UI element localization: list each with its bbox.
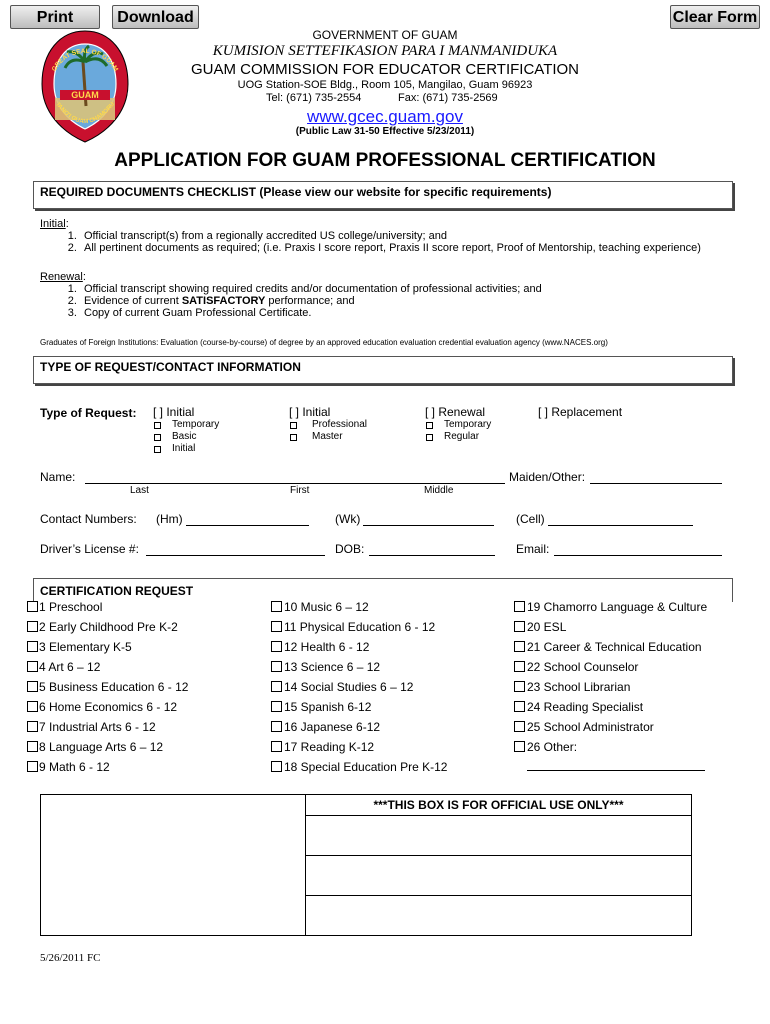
- first-caption: First: [290, 485, 310, 496]
- request-replacement[interactable]: [ ] Replacement: [538, 405, 623, 419]
- certification-heading: CERTIFICATION REQUEST: [33, 578, 733, 602]
- certification-checkbox[interactable]: [27, 641, 38, 652]
- official-use-heading: ***THIS BOX IS FOR OFFICIAL USE ONLY***: [373, 798, 624, 812]
- other-specify-input[interactable]: [527, 770, 705, 771]
- sub-master: Master: [312, 431, 343, 442]
- home-phone-input[interactable]: [186, 525, 309, 526]
- certification-item-label: 18 Special Education Pre K-12: [284, 760, 448, 774]
- certification-item-label: 13 Science 6 – 12: [284, 660, 381, 674]
- official-box-divider: [305, 795, 306, 935]
- certification-item-label: 1 Preschool: [39, 600, 103, 614]
- guam-seal-logo: [38, 28, 132, 146]
- kumision-heading: KUMISION SETTEFIKASION PARA I MANMANIDUKA: [212, 43, 558, 59]
- work-phone-input[interactable]: [363, 525, 494, 526]
- certification-checkbox[interactable]: [514, 721, 525, 732]
- certification-item-label: 26 Other:: [527, 740, 578, 754]
- request-initial-1[interactable]: [ ] Initial: [153, 405, 195, 419]
- certification-item-label: 25 School Administrator: [527, 720, 654, 734]
- certification-item-label: 8 Language Arts 6 – 12: [39, 740, 164, 754]
- certification-checkbox[interactable]: [27, 601, 38, 612]
- certification-checkbox[interactable]: [514, 701, 525, 712]
- certification-checkbox[interactable]: [271, 701, 282, 712]
- sub-temporary-2: Temporary: [444, 419, 492, 430]
- foreign-graduates-note: Graduates of Foreign Institutions: Evaluation (course-by-course) of degree by an approved education evaluation credential evaluation agency (www.NACES.org): [40, 338, 608, 347]
- name-input[interactable]: [85, 483, 505, 484]
- sub-temporary-1: Temporary: [172, 419, 220, 430]
- certification-checkbox[interactable]: [271, 721, 282, 732]
- certification-item-label: 22 School Counselor: [527, 660, 639, 674]
- certification-checkbox[interactable]: [514, 681, 525, 692]
- request-heading: TYPE OF REQUEST/CONTACT INFORMATION: [33, 356, 733, 384]
- form-revision-date: 5/26/2011 FC: [40, 952, 101, 964]
- checklist-initial: Initial: 1. Official transcript(s) from a regionally accredited US college/university; and 2. All pertinent documents as required; (i.e. Praxis I score report, Praxis II score report, Proof of Mentorship, teaching experience): [40, 218, 740, 254]
- certification-item-label: 19 Chamorro Language & Culture: [527, 600, 708, 614]
- certification-checkbox[interactable]: [514, 741, 525, 752]
- certification-checkbox[interactable]: [271, 641, 282, 652]
- maiden-input[interactable]: [590, 483, 722, 484]
- initial-label: Initial: [40, 218, 66, 230]
- download-button[interactable]: Download: [112, 5, 199, 29]
- renewal-item-2: 2. Evidence of current SATISFACTORY performance; and: [80, 295, 740, 307]
- certification-item-label: 12 Health 6 - 12: [284, 640, 370, 654]
- certification-checkbox[interactable]: [271, 761, 282, 772]
- certification-checkbox[interactable]: [271, 681, 282, 692]
- certification-item-label: 15 Spanish 6-12: [284, 700, 372, 714]
- certification-item-label: 6 Home Economics 6 - 12: [39, 700, 178, 714]
- sub-initial: Initial: [172, 443, 196, 454]
- certification-item-label: 10 Music 6 – 12: [284, 600, 369, 614]
- sub-checkbox[interactable]: [154, 446, 161, 453]
- seal-ring-top-text: GREAT SEAL OF GUAM: [50, 47, 120, 73]
- certification-checkbox[interactable]: [27, 661, 38, 672]
- certification-item-label: 16 Japanese 6-12: [284, 720, 381, 734]
- certification-checkbox[interactable]: [27, 721, 38, 732]
- certification-item-label: 5 Business Education 6 - 12: [39, 680, 189, 694]
- request-initial-2[interactable]: [ ] Initial: [289, 405, 331, 419]
- home-label: (Hm): [156, 512, 183, 526]
- certification-checkbox[interactable]: [514, 661, 525, 672]
- initial-item-1: 1. Official transcript(s) from a regionally accredited US college/university; and: [80, 230, 740, 242]
- type-of-request-label: Type of Request:: [40, 406, 137, 420]
- drivers-license-label: Driver’s License #:: [40, 542, 139, 556]
- certification-checkbox[interactable]: [514, 621, 525, 632]
- commission-heading: GUAM COMMISSION FOR EDUCATOR CERTIFICATION: [190, 61, 580, 78]
- cell-label: (Cell): [516, 512, 545, 526]
- certification-checkbox[interactable]: [27, 761, 38, 772]
- drivers-license-input[interactable]: [146, 555, 325, 556]
- certification-checkbox[interactable]: [271, 741, 282, 752]
- middle-caption: Middle: [424, 485, 454, 496]
- name-label: Name:: [40, 470, 76, 484]
- sub-regular: Regular: [444, 431, 480, 442]
- renewal-item-3: 3. Copy of current Guam Professional Certificate.: [80, 307, 740, 319]
- certification-item-label: 21 Career & Technical Education: [527, 640, 702, 654]
- tel-line: Tel: (671) 735-2554: [266, 92, 362, 104]
- clear-form-button[interactable]: Clear Form: [670, 5, 760, 29]
- fax-line: Fax: (671) 735-2569: [398, 92, 498, 104]
- certification-checkbox[interactable]: [27, 621, 38, 632]
- sub-checkbox[interactable]: [154, 434, 161, 441]
- maiden-label: Maiden/Other:: [509, 470, 586, 484]
- certification-item-label: 24 Reading Specialist: [527, 700, 644, 714]
- gov-heading: GOVERNMENT OF GUAM: [312, 28, 458, 42]
- official-use-box: [40, 794, 692, 936]
- certification-checkbox[interactable]: [514, 601, 525, 612]
- website-link[interactable]: www.gcec.guam.gov: [307, 107, 463, 126]
- address-line: UOG Station-SOE Bldg., Room 105, Mangilao, Guam 96923: [237, 79, 533, 91]
- certification-item-label: 23 School Librarian: [527, 680, 631, 694]
- email-input[interactable]: [554, 555, 722, 556]
- official-row-line: [305, 895, 692, 896]
- certification-item-label: 2 Early Childhood Pre K-2: [39, 620, 178, 634]
- certification-item-label: 3 Elementary K-5: [39, 640, 132, 654]
- cell-phone-input[interactable]: [548, 525, 693, 526]
- certification-item-label: 20 ESL: [527, 620, 567, 634]
- sub-checkbox[interactable]: [426, 422, 433, 429]
- certification-item-label: 9 Math 6 - 12: [39, 760, 110, 774]
- dob-label: DOB:: [335, 542, 365, 556]
- sub-checkbox[interactable]: [290, 422, 297, 429]
- email-label: Email:: [516, 542, 550, 556]
- print-button[interactable]: Print: [10, 5, 100, 29]
- certification-item-label: 7 Industrial Arts 6 - 12: [39, 720, 156, 734]
- checklist-heading: REQUIRED DOCUMENTS CHECKLIST (Please view our website for specific requirements): [33, 181, 733, 209]
- certification-checkbox[interactable]: [27, 701, 38, 712]
- certification-checkbox[interactable]: [514, 641, 525, 652]
- initial-item-2: 2. All pertinent documents as required; (i.e. Praxis I score report, Praxis II score report, Proof of Mentorship, teaching experience): [80, 242, 740, 254]
- checklist-renewal: Renewal: 1. Official transcript showing required credits and/or documentation of professional activities; and 2. Evidence of current SATISFACTORY performance; and 3. Copy of current Guam Professional Certificate.: [40, 271, 740, 319]
- work-label: (Wk): [335, 512, 361, 526]
- official-row-line: [305, 855, 692, 856]
- sub-checkbox[interactable]: [290, 434, 297, 441]
- renewal-label: Renewal: [40, 271, 83, 283]
- contact-numbers-label: Contact Numbers:: [40, 512, 137, 526]
- seal-ring-bottom-text: TANO'I GUAM CHAMORU: [54, 101, 116, 126]
- certification-checkbox[interactable]: [271, 601, 282, 612]
- public-law-note: (Public Law 31-50 Effective 5/23/2011): [295, 126, 475, 137]
- certification-checkbox[interactable]: [271, 621, 282, 632]
- request-renewal[interactable]: [ ] Renewal: [425, 405, 486, 419]
- sub-professional: Professional: [312, 419, 368, 430]
- certification-item-label: 17 Reading K-12: [284, 740, 375, 754]
- certification-item-label: 14 Social Studies 6 – 12: [284, 680, 414, 694]
- certification-item-label: 4 Art 6 – 12: [39, 660, 101, 674]
- seal-center-text: GUAM: [71, 90, 99, 100]
- sub-checkbox[interactable]: [426, 434, 433, 441]
- certification-checkbox[interactable]: [27, 741, 38, 752]
- dob-input[interactable]: [369, 555, 495, 556]
- page-title: APPLICATION FOR GUAM PROFESSIONAL CERTIFICATION: [114, 150, 656, 171]
- certification-checkbox[interactable]: [271, 661, 282, 672]
- certification-checkbox[interactable]: [27, 681, 38, 692]
- sub-basic: Basic: [172, 431, 197, 442]
- official-row-line: [305, 815, 692, 816]
- last-caption: Last: [130, 485, 149, 496]
- sub-checkbox[interactable]: [154, 422, 161, 429]
- certification-item-label: 11 Physical Education 6 - 12: [284, 620, 436, 634]
- renewal-item-1: 1. Official transcript showing required credits and/or documentation of professional activities; and: [80, 283, 740, 295]
